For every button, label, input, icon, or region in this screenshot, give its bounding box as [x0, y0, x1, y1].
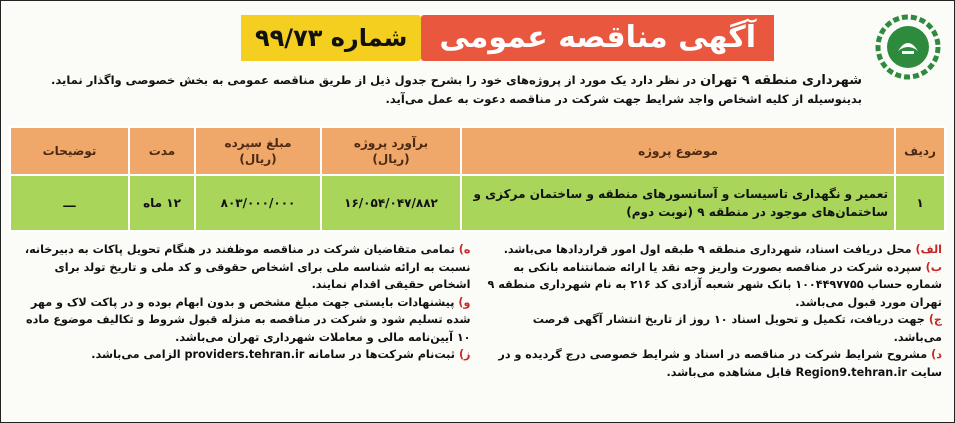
term-item: [15, 346, 471, 364]
intro-line-2: بدینوسیله از کلیه اشخاص واجد شرایط جهت شرکت در مناقصه دعوت به عمل می‌آید.: [385, 92, 862, 106]
intro-line-1-text: در نظر دارد یک مورد از پروژه‌های خود را بشرح جدول ذیل از طریق مناقصه عمومی به بخش خصوصی واگذار نماید.: [51, 73, 697, 87]
term-text: تمامی متقاضیان شرکت در مناقصه موظفند در هنگام تحویل پاکات به دبیرخانه، نسبت به ارائه شناسه ملی برای اشخاص حقوقی و کد ملی و تاریخ تولد برای اشخاص حقیقی اقدام نمایند.: [24, 243, 471, 291]
term-item: [487, 346, 943, 381]
term-item: [487, 241, 943, 259]
intro-text: [17, 71, 862, 108]
term-letter: الف): [915, 243, 942, 256]
term-letter: و): [458, 295, 471, 309]
term-text: جهت دریافت، تکمیل و تحویل اسناد ۱۰ روز از تاریخ انتشار آگهی فرصت می‌باشد.: [532, 313, 942, 344]
header-estimate-unit: (ریال): [372, 152, 410, 166]
cell-notes: ـــ: [10, 175, 129, 231]
header-deposit-label: مبلغ سپرده: [224, 136, 292, 150]
header-deposit-unit: (ریال): [239, 152, 277, 166]
cell-duration: ۱۲ ماه: [129, 175, 195, 231]
term-item: [487, 259, 943, 312]
banner-number: شماره ۹۹/۷۳: [241, 15, 421, 61]
term-text: پیشنهادات بایستی جهت مبلغ مشخص و بدون ابهام بوده و در پاکت لاک و مهر شده تسلیم شود و شرکت در مناقصه به منزله قبول شروط و تکالیف موضوع ماده ۱۰ آیین‌نامه مالی و معاملات شهرداری تهران می‌باشد.: [25, 295, 471, 344]
term-text: ثبت‌نام شرکت‌ها در سامانه providers.tehran.ir الزامی می‌باشد.: [91, 348, 455, 361]
header-subject: موضوع پروژه: [461, 127, 895, 175]
terms-section: [15, 241, 942, 381]
organization-name: شهرداری منطقه ۹ تهران: [700, 73, 862, 88]
header-estimate-label: برآورد پروژه: [353, 136, 429, 150]
cell-subject: [461, 175, 895, 231]
term-letter: ب): [925, 260, 942, 274]
term-text: مشروح شرایط شرکت در مناقصه در اسناد و شرایط خصوصی درج گردیده و در سایت Region9.tehran.ir قابل مشاهده می‌باشد.: [498, 348, 942, 379]
table-row: [10, 175, 945, 231]
header-row-number: ردیف: [895, 127, 945, 175]
cell-estimate: ۱۶/۰۵۴/۰۴۷/۸۸۲: [321, 175, 461, 231]
term-item: [15, 241, 471, 294]
cell-deposit: ۸۰۳/۰۰۰/۰۰۰: [195, 175, 321, 231]
header-notes: توضیحات: [10, 127, 129, 175]
terms-column-left: [15, 241, 471, 381]
term-letter: ج): [928, 313, 942, 326]
announcement-banner: [241, 15, 774, 61]
banner-title: آگهی مناقصه عمومی: [421, 15, 774, 61]
term-text: سپرده شرکت در مناقصه بصورت واریز وجه نقد یا ارائه ضمانتنامه بانکی به شماره حساب ۱۰۰۴۴۹۷۷۵۵ بانک شهر شعبه آزادی کد ۲۱۶ به نام شهرداری منطقه ۹ تهران مورد قبول می‌باشد.: [487, 260, 942, 309]
cell-subject-line-2: ساختمان‌های موجود در منطقه ۹ (نوبت دوم): [626, 205, 888, 219]
table-header-row: [10, 127, 945, 175]
header-estimate: [321, 127, 461, 175]
tehran-municipality-logo-icon: [872, 11, 944, 83]
term-letter: ه): [458, 243, 471, 256]
header-duration: مدت: [129, 127, 195, 175]
cell-row-number: ۱: [895, 175, 945, 231]
projects-table: [9, 126, 946, 232]
term-item: [15, 294, 471, 347]
term-letter: د): [931, 348, 942, 361]
term-letter: ز): [458, 348, 471, 361]
header-deposit: [195, 127, 321, 175]
cell-subject-line-1: تعمیر و نگهداری تاسیسات و آسانسورهای منطقه و ساختمان مرکزی و: [473, 187, 888, 201]
intro-line-1: [17, 71, 862, 90]
terms-column-right: [487, 241, 943, 381]
term-text: محل دریافت اسناد، شهرداری منطقه ۹ طبقه اول امور قراردادها می‌باشد.: [503, 243, 912, 256]
term-item: [487, 311, 943, 346]
